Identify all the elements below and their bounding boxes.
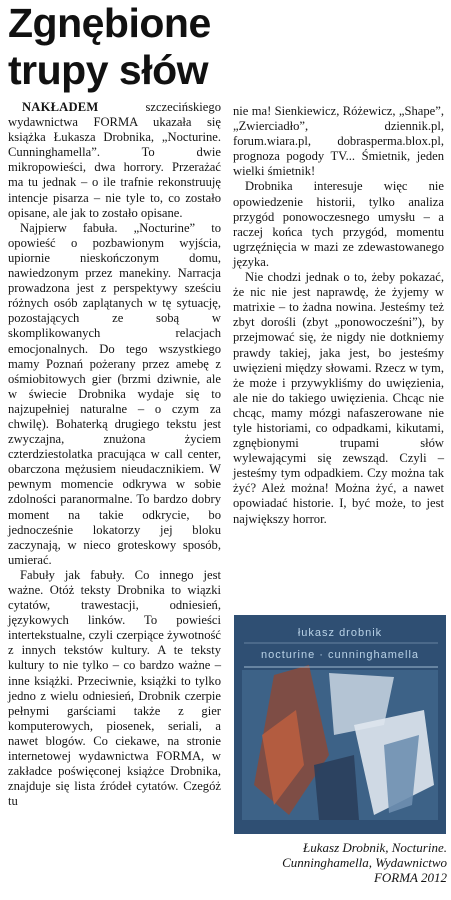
article-headline bbox=[8, 0, 308, 94]
book-cover-image bbox=[234, 615, 446, 834]
headline-line-1: Zgnębione bbox=[8, 0, 211, 46]
book-cover-author: łukasz drobnik bbox=[297, 627, 383, 639]
paragraph: nie ma! Sienkiewicz, Różewicz, „Shape”, „Zwierciadło”, dziennik.pl, forum.wiara.pl, dobrasperma.blox.pl, prognoza pogody TV... Śmietnik, jeden wielki śmietnik! bbox=[233, 104, 444, 179]
headline-line-2: trupy słów bbox=[8, 47, 209, 93]
paragraph: NAKŁADEM szczecińskiego wydawnictwa FORMA ukazała się książka Łukasza Drobnika, „Nocturine. Cunninghamella”. To dwie mikropowieści, dwa horrory. Przerażać ma tu jednak – o ile trafnie rekonstruuję intencje pisarza – nie tyle to, co zostało opisane, ale jak to zostało opisane. bbox=[8, 100, 221, 220]
image-caption: Łukasz Drobnik, Nocturine. Cunninghamella, Wydawnictwo FORMA 2012 bbox=[282, 840, 447, 885]
paragraph: Nie chodzi jednak o to, żeby pokazać, że nic nie jest naprawdę, że żyjemy w matrixie – to żadna nowina. Jesteśmy też zbyt dorośli (zbyt „ponowocześni”), by przejmować się, że nigdy nie dotkniemy prawdy takiej, jaka jest, bo jesteśmy uwięzieni między słowami. Rzecz w tym, że może i przywykliśmy do uwięzienia, ale nie do takiego uwięzienia. Chcąc nie chcąc, mamy mózgi nafaszerowane nie tyle historiami, co odpadkami, kikutami, zgnębionymi trupami słów wylewającymi się zewsząd. Czyli – jesteśmy tym odpadkiem. Czy można tak żyć? Ależ można! Można żyć, a nawet opowiadać historie. I, być może, to jest największy horror. bbox=[233, 270, 444, 526]
paragraph: Fabuły jak fabuły. Co innego jest ważne. Otóż teksty Drobnika to wiązki cytatów, trawestacji, odniesień, językowych linków. To powieści intertekstualne, czyli czerpiące żywotność z innych tekstów kultury. A te teksty kultury to nie tylko – co bardzo ważne – inne książki. Przeciwnie, książki to tylko jedno z wielu odniesień, Drobnik czerpie pełnymi garściami także z gier komputerowych, piosenek, seriali, a nawet blogów. Co ciekawe, na stronie internetowej wydawnictwa FORMA, w zakładce poświęconej książce Drobnika, znajduje się lista źródeł cytatów. Czegóż tu bbox=[8, 567, 221, 809]
lead-word: NAKŁADEM bbox=[22, 100, 99, 114]
book-cover-title: nocturine · cunninghamella bbox=[260, 649, 420, 661]
paragraph: Najpierw fabuła. „Nocturine” to opowieść o pozbawionym wyjścia, upiornie nieskończonym domu, nawiedzonym przez manekiny. Narracja prowadzona jest z perspektywy sześciu różnych osób zaplątanych w tę sytuację, pozostających ze sobą w skomplikowanych relacjach emocjonalnych. Do tego wszystkiego mamy Poznań pożerany przez amebę z ośmiobitowych gier (brzmi dziwnie, ale w świecie Drobnika wydaje się to najzupełniej naturalne – o czym za chwilę). Bohaterką drugiego tekstu jest zwyczajna, znużona życiem czterdziestolatka pracująca w call center, obarczona mężusiem nieudacznikiem. W pewnym momencie odkrywa w sobie zdolności paranormalne. To bardzo dobry moment na takie odkrycie, bo jednocześnie lokatorzy jej bloku zaczynają, w nieco groteskowy sposób, umierać. bbox=[8, 220, 221, 567]
paragraph: Drobnika interesuje więc nie opowiedzenie historii, tylko analiza przygód ponowoczesnego umysłu – a raczej końca tych przygód, momentu ugrzęźnięcia w mazi ze zdewastowanego języka. bbox=[233, 179, 444, 269]
book-cover-artwork bbox=[234, 615, 446, 834]
article-column-right bbox=[233, 104, 444, 527]
article-column-left bbox=[8, 100, 221, 809]
